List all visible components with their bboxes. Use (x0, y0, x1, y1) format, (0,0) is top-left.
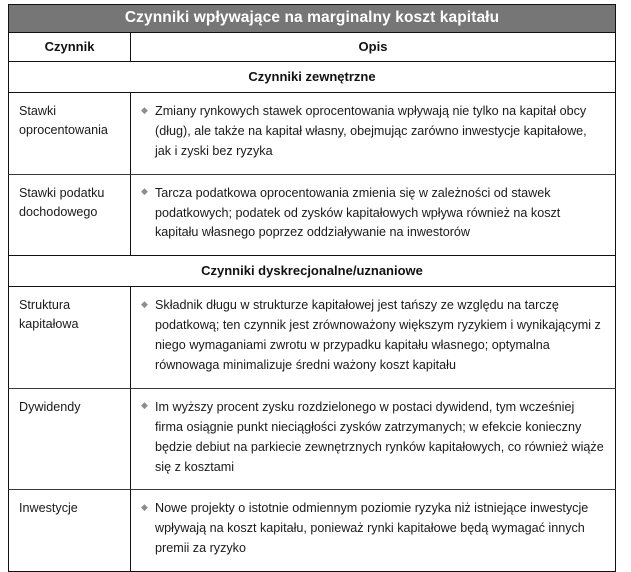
section-heading-row-external (9, 62, 616, 93)
factor-cell: Struktura kapitałowa (9, 287, 131, 389)
bullet-item (141, 102, 605, 162)
description-cell (131, 174, 616, 256)
description-text: Im wyższy procent zysku rozdzielonego w postaci dywidend, tym wcześniej firma osiągnie punkt nieciągłości zysków zatrzymanych; w efekcie konieczny będzie debiut na parkiecie zewnętrznych rynków kapitałowych, co również wiąże się z kosztami (155, 399, 604, 474)
description-cell (131, 490, 616, 572)
table-row (9, 388, 616, 490)
table-body (9, 5, 616, 572)
table-title: Czynniki wpływające na marginalny koszt kapitału (9, 5, 616, 33)
section-heading-discretionary: Czynniki dyskrecjonalne/uznaniowe (9, 256, 616, 287)
column-header-factor: Czynnik (9, 33, 131, 62)
diamond-bullet-icon: ◆ (141, 186, 148, 197)
factor-cell: Stawki podatku dochodowego (9, 174, 131, 256)
table-row (9, 93, 616, 175)
factor-cell: Stawki oprocentowania (9, 93, 131, 175)
table-row (9, 174, 616, 256)
column-header-row (9, 33, 616, 62)
description-text: Składnik długu w strukturze kapitałowej jest tańszy ze względu na tarczę podatkową; ten czynnik jest zrównoważony większym ryzykiem i wynikającymi z niego wymaganiami zwrotu w przypadku kapitału własnego; optymalna równowaga minimalizuje średni ważony koszt kapitału (155, 298, 601, 373)
bullet-item (141, 184, 605, 244)
column-header-description: Opis (131, 33, 616, 62)
description-cell (131, 388, 616, 490)
diamond-bullet-icon: ◆ (141, 104, 148, 115)
factor-cell: Inwestycje (9, 490, 131, 572)
description-cell (131, 93, 616, 175)
diamond-bullet-icon: ◆ (141, 400, 148, 411)
diamond-bullet-icon: ◆ (141, 502, 148, 512)
section-heading-external: Czynniki zewnętrzne (9, 62, 616, 93)
description-cell (131, 287, 616, 389)
diamond-bullet-icon: ◆ (141, 298, 148, 309)
bullet-item (141, 296, 605, 376)
description-text: Tarcza podatkowa oprocentowania zmienia się w zależności od stawek podatkowych; podatek od zysków kapitałowych wpływa również na koszt kapitału własnego poprzez oddziaływanie na inwestorów (155, 185, 561, 240)
section-heading-row-discretionary (9, 256, 616, 287)
bullet-item (141, 398, 605, 478)
description-text: Nowe projekty o istotnie odmiennym poziomie ryzyka niż istniejące inwestycje wpływają na koszt kapitału, ponieważ rynki kapitałowe będą wymagać innych premii za ryzyko (155, 501, 589, 556)
description-text: Zmiany rynkowych stawek oprocentowania wpływają nie tylko na kapitał obcy (dług), ale także na kapitał własny, obejmując zarówno inwestycje kapitałowe, jak i zyski bez ryzyka (155, 104, 587, 158)
factor-cell: Dywidendy (9, 388, 131, 490)
table-title-row (9, 5, 616, 33)
table-row (9, 287, 616, 389)
table-row (9, 490, 616, 572)
marginal-cost-of-capital-table (8, 4, 616, 572)
bullet-item (141, 499, 605, 559)
